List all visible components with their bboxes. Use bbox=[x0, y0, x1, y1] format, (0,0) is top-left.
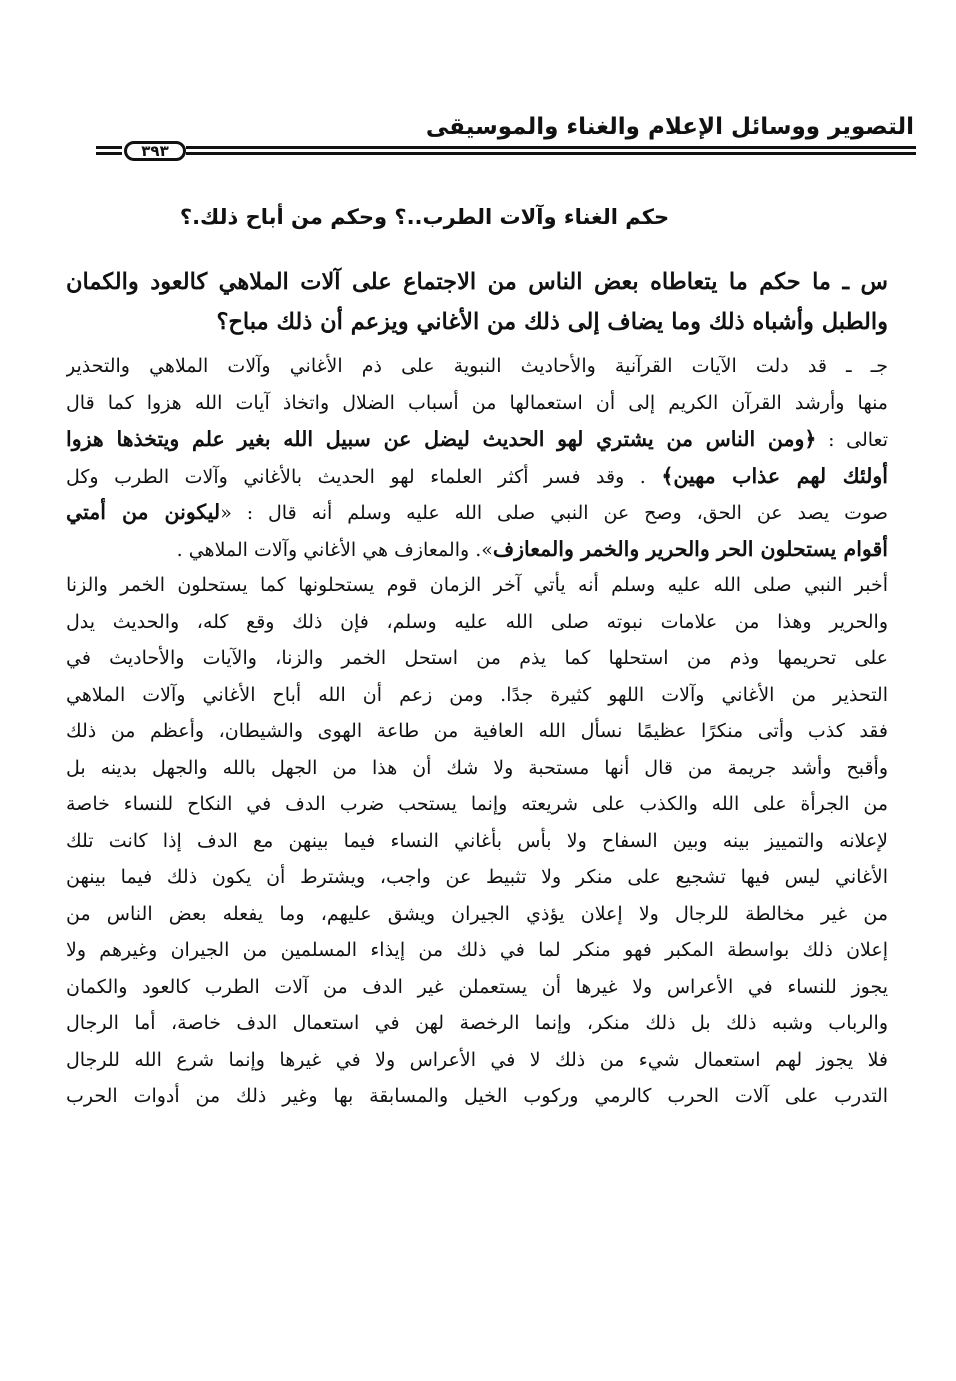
header-rule-line-top bbox=[186, 146, 916, 149]
header-rule-dash bbox=[96, 146, 122, 149]
page-number: ٣٩٣ bbox=[124, 141, 186, 161]
hadith-quote: ليكونن من أمتي bbox=[66, 500, 221, 524]
answer-text: . وقد فسر أكثر العلماء لهو الحديث بالأغاني وآلات الطرب وكل bbox=[66, 465, 646, 488]
answer-line: منها وأرشد القرآن الكريم إلى أن استعمالها من أسباب الضلال واتخاذ آيات الله هزوا كما قال bbox=[66, 391, 888, 414]
answer-line bbox=[66, 494, 888, 531]
question-text: س ـ ما حكم ما يتعاطاه بعض الناس من الاجتماع على آلات الملاهي كالعود والكمان والطبل وأشباه ذلك وما يضاف إلى ذلك من الأغاني ويزعم أن ذلك مباح؟ bbox=[66, 269, 888, 335]
running-title: التصوير ووسائل الإعلام والغناء والموسيقى bbox=[425, 114, 914, 140]
answer-body bbox=[66, 348, 888, 1115]
header-rule-dash bbox=[96, 152, 122, 155]
answer-line: وأقبح وأشد جريمة من قال أنها مستحبة ولا شك أن هذا من الجهل بالله والجهل بدينه بل bbox=[66, 756, 888, 779]
answer-line: والحرير وهذا من علامات نبوته صلى الله عليه وسلم، فإن ذلك وقع كله، والحديث يدل bbox=[66, 610, 888, 633]
answer-line: إعلان ذلك بواسطة المكبر فهو منكر لما في ذلك من إيذاء المسلمين من الجيران وغيرهم ولا bbox=[66, 939, 888, 961]
answer-text: صوت يصد عن الحق، وصح عن النبي صلى الله عليه وسلم أنه قال : « bbox=[220, 502, 888, 524]
answer-text: ». والمعازف هي الأغاني وآلات الملاهي . bbox=[176, 538, 493, 561]
answer-line: من الجرأة على الله والكذب على شريعته وإنما يستحب ضرب الدف في النكاح للنساء خاصة bbox=[66, 793, 888, 815]
answer-line bbox=[66, 458, 888, 495]
answer-line: الأغاني ليس فيها تشجيع على منكر ولا تثبيط عن واجب، ويشترط أن يكون ذلك فيما بينهن bbox=[66, 866, 888, 888]
answer-line: لإعلانه والتمييز بينه وبين السفاح ولا بأس بأغاني النساء فيما بينهن مع الدف إذا كانت تلك bbox=[66, 829, 888, 852]
hadith-quote: أقوام يستحلون الحر والحرير والخمر والمعازف bbox=[492, 536, 888, 561]
answer-line: والرباب وشبه ذلك بل ذلك منكر، وإنما الرخصة لهن في استعمال الدف خاصة، أما الرجال bbox=[66, 1012, 888, 1034]
answer-line bbox=[66, 531, 888, 568]
section-heading: حكم الغناء وآلات الطرب..؟ وحكم من أباح ذلك.؟ bbox=[179, 205, 670, 229]
answer-line: جـ ـ قد دلت الآيات القرآنية والأحاديث النبوية على ذم الأغاني وآلات الملاهي والتحذير bbox=[66, 355, 888, 377]
answer-line: التدرب على آلات الحرب كالرمي وركوب الخيل والمسابقة بها وغير ذلك من أدوات الحرب bbox=[66, 1085, 888, 1107]
answer-line: على تحريمها وذم من استحلها كما يذم من استحل الخمر والزنا، والآيات والأحاديث في bbox=[66, 647, 888, 669]
answer-line: من غير مخالطة للرجال ولا إعلان يؤذي الجيران ويشق عليهم، وما يفعله بعض الناس من bbox=[66, 902, 888, 925]
answer-line: يجوز للنساء في الأعراس ولا غيرها أن يستعملن غير الدف من آلات الطرب كالعود والكمان bbox=[66, 975, 888, 998]
answer-line: التحذير من الأغاني وآلات اللهو كثيرة جدًا. ومن زعم أن الله أباح الأغاني وآلات الملاهي bbox=[66, 683, 888, 706]
header-rule bbox=[96, 140, 916, 162]
quran-verse: ﴿ومن الناس من يشتري لهو الحديث ليضل عن سبيل الله بغير علم ويتخذها هزوا bbox=[66, 427, 817, 451]
answer-line: فقد كذب وأتى منكرًا عظيمًا نسأل الله العافية من طاعة الهوى والشيطان، وأعظم من ذلك bbox=[66, 720, 888, 742]
answer-line bbox=[66, 421, 888, 458]
answer-text: تعالى : bbox=[828, 429, 888, 451]
quran-verse: أولئك لهم عذاب مهين﴾ bbox=[661, 463, 888, 488]
header-rule-line-bottom bbox=[186, 152, 916, 155]
answer-line: فلا يجوز لهم استعمال شيء من ذلك لا في الأعراس ولا في غيرها وإنما شرع الله للرجال bbox=[66, 1048, 888, 1071]
answer-line: أخبر النبي صلى الله عليه وسلم أنه يأتي آخر الزمان قوم يستحلونها كما يستحلون الخمر والزنا bbox=[66, 574, 888, 596]
